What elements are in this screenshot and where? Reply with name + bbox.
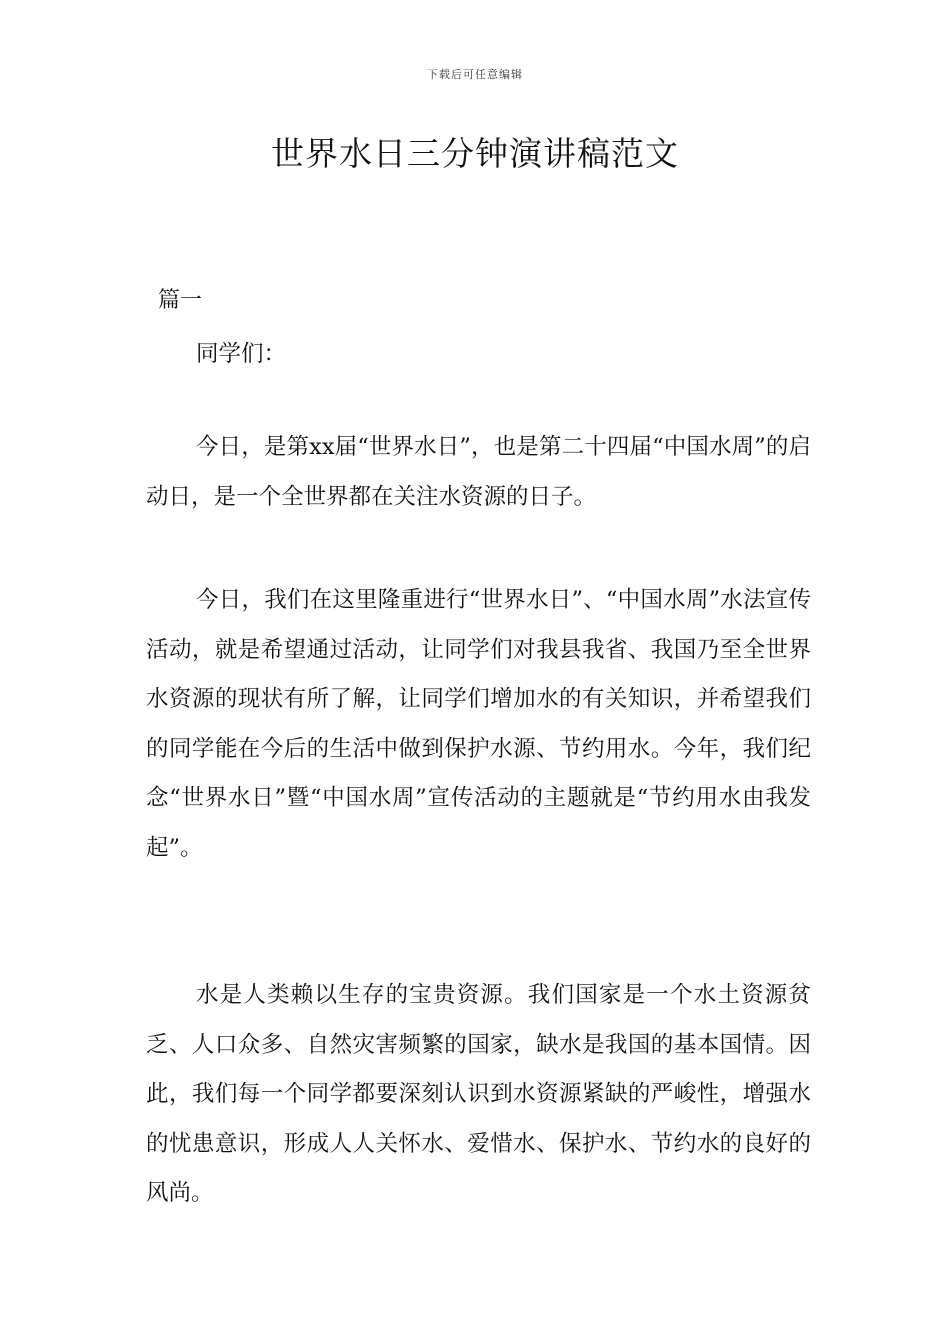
paragraph-1: 今日，是第xx届“世界水日”，也是第二十四届“中国水周”的启动日，是一个全世界都在关注水资源的日子。	[146, 434, 811, 510]
section-label: 篇一	[158, 288, 203, 313]
paragraph-3: 水是人类赖以生存的宝贵资源。我们国家是一个水土资源贫乏、人口众多、自然灾害频繁的国家，缺水是我国的基本国情。因此，我们每一个同学都要深刻认识到水资源紧缺的严峻性，增强水的忧患意识，形成人人关怀水、爱惜水、保护水、节约水的良好的风尚。	[146, 982, 811, 1206]
header-note: 下载后可任意编辑	[427, 68, 523, 81]
salutation: 同学们：	[196, 341, 287, 367]
document-title: 世界水日三分钟演讲稿范文	[271, 134, 679, 173]
paragraph-2: 今日，我们在这里隆重进行“世界水日”、“中国水周”水法宣传活动，就是希望通过活动，让同学们对我县我省、我国乃至全世界水资源的现状有所了解，让同学们增加水的有关知识，并希望我们的同学能在今后的生活中做到保护水源、节约用水。今年，我们纪念“世界水日”暨“中国水周”宣传活动的主题就是“节约用水由我发起”。	[146, 587, 811, 861]
